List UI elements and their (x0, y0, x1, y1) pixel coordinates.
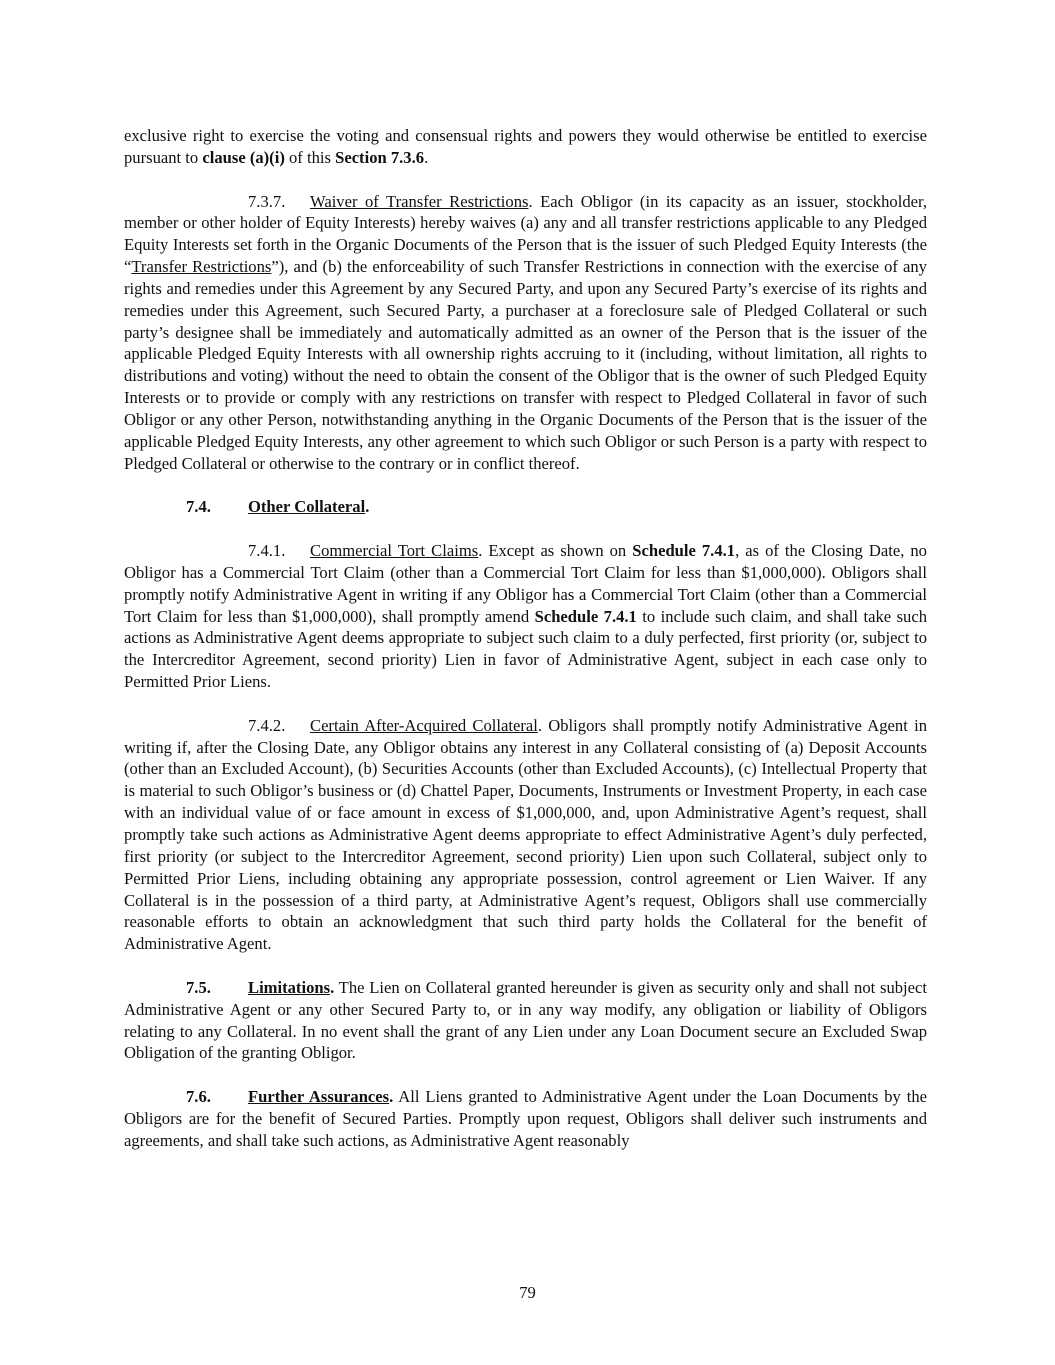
section-number: 7.6. (186, 1087, 211, 1107)
section-7-6: 7.6. Further Assurances. All Liens granted to Administrative Agent under the Loan Documents by the Obligors are for the benefit of Secured Parties. Promptly upon request, Obligors shall deliver such instruments and agreements, and shall take such actions, as Administrative Agent reasonably (124, 1087, 927, 1150)
section-7-5: 7.5. Limitations. The Lien on Collateral granted hereunder is given as security only and shall not subject Administrative Agent or any other Secured Party to, or in any way modify, any obligation or liability of Obligors relating to any Collateral. In no event shall the grant of any Lien under any Loan Document secure an Excluded Swap Obligation of the granting Obligor. (124, 977, 927, 1063)
defined-term: Transfer Restrictions (131, 257, 272, 277)
section-7-4-1: 7.4.1. Commercial Tort Claims. Except as shown on Schedule 7.4.1, as of the Closing Date, no Obligor has a Commercial Tort Claim (other than a Commercial Tort Claim for less than $1,000,000). Obligors shall promptly notify Administrative Agent in writing if any Obligor has a Commercial Tort Claim (other than a Commercial Tort Claim for less than $1,000,000), shall promptly amend Schedule 7.4.1 to include such claim, and shall take such actions as Administrative Agent deems appropriate to subject such claim to a duly perfected, first priority (or, subject to the Intercreditor Agreement, second priority) Lien in favor of Administrative Agent, subject in each case only to Permitted Prior Liens. (124, 541, 927, 692)
section-reference: Section 7.3.6 (335, 147, 425, 167)
section-7-4-heading: 7.4. Other Collateral. (186, 497, 370, 517)
schedule-reference: Schedule 7.4.1 (632, 541, 736, 561)
schedule-reference: Schedule 7.4.1 (534, 606, 637, 626)
paragraph-continuation: exclusive right to exercise the voting and consensual rights and powers they would otherwise be entitled to exercise pursuant to clause (a)(i) of this Section 7.3.6. (124, 126, 927, 167)
section-title: Certain After-Acquired Collateral (310, 715, 538, 735)
section-title: Other Collateral (248, 497, 366, 517)
section-7-4-2: 7.4.2. Certain After-Acquired Collateral. Obligors shall promptly notify Administrative Agent in writing if, after the Closing Date, any Obligor obtains any interest in any Collateral consisting of (a) Deposit Accounts (other than an Excluded Account), (b) Securities Accounts (other than Excluded Accounts), (c) Intellectual Property that is material to such Obligor’s business or (d) Chattel Paper, Documents, Instruments or Investment Property, in each case with an individual value of or face amount in excess of $1,000,000, and, upon Administrative Agent’s request, shall promptly take such actions as Administrative Agent deems appropriate to effect Administrative Agent’s duly perfected, first priority (or subject to the Intercreditor Agreement, second priority) Lien upon such Collateral, subject only to Permitted Prior Liens, including obtaining any appropriate possession, control agreement or Lien Waiver. If any Collateral is in the possession of a third party, at Administrative Agent’s request, Obligors shall use commercially reasonable efforts to obtain an acknowledgment that such third party holds the Collateral for the benefit of Administrative Agent. (124, 715, 927, 954)
section-number: 7.3.7. (248, 191, 286, 211)
document-page (124, 125, 927, 1174)
section-title: Further Assurances (248, 1087, 390, 1107)
section-title: Commercial Tort Claims (310, 541, 479, 561)
section-number: 7.4. (186, 497, 211, 517)
section-7-3-7: 7.3.7. Waiver of Transfer Restrictions. Each Obligor (in its capacity as an issuer, stockholder, member or other holder of Equity Interests) hereby waives (a) any and all transfer restrictions applicable to any Pledged Equity Interests set forth in the Organic Documents of the Person that is the issuer of such Pledged Equity Interests (the “Transfer Restrictions”), and (b) the enforceability of such Transfer Restrictions in connection with the exercise of any rights and remedies under this Agreement by any Secured Party, and upon any Secured Party’s exercise of its rights and remedies under this Agreement, such Secured Party, a purchaser at a foreclosure sale of Pledged Collateral or such party’s designee shall be immediately and automatically admitted as an owner of the Person that is the issuer of the applicable Pledged Equity Interests with all ownership rights accruing to it (including, without limitation, all rights to distributions and voting) without the need to obtain the consent of the Obligor that is the owner of such Pledged Equity Interests or to provide or comply with any restrictions on transfer with respect to Pledged Collateral in favor of such Obligor or any other Person, notwithstanding anything in the Organic Documents of the Person that is the issuer of the applicable Pledged Equity Interests, any other agreement to which such Obligor or such Person is a party with respect to Pledged Collateral or otherwise to the contrary or in conflict thereof. (124, 191, 927, 473)
clause-reference: clause (a)(i) (202, 147, 285, 167)
section-title: Waiver of Transfer Restrictions (310, 191, 529, 211)
page-number: 79 (519, 1283, 536, 1302)
section-number: 7.5. (186, 977, 211, 997)
section-number: 7.4.2. (248, 715, 286, 735)
section-number: 7.4.1. (248, 541, 286, 561)
section-title: Limitations (248, 977, 331, 997)
